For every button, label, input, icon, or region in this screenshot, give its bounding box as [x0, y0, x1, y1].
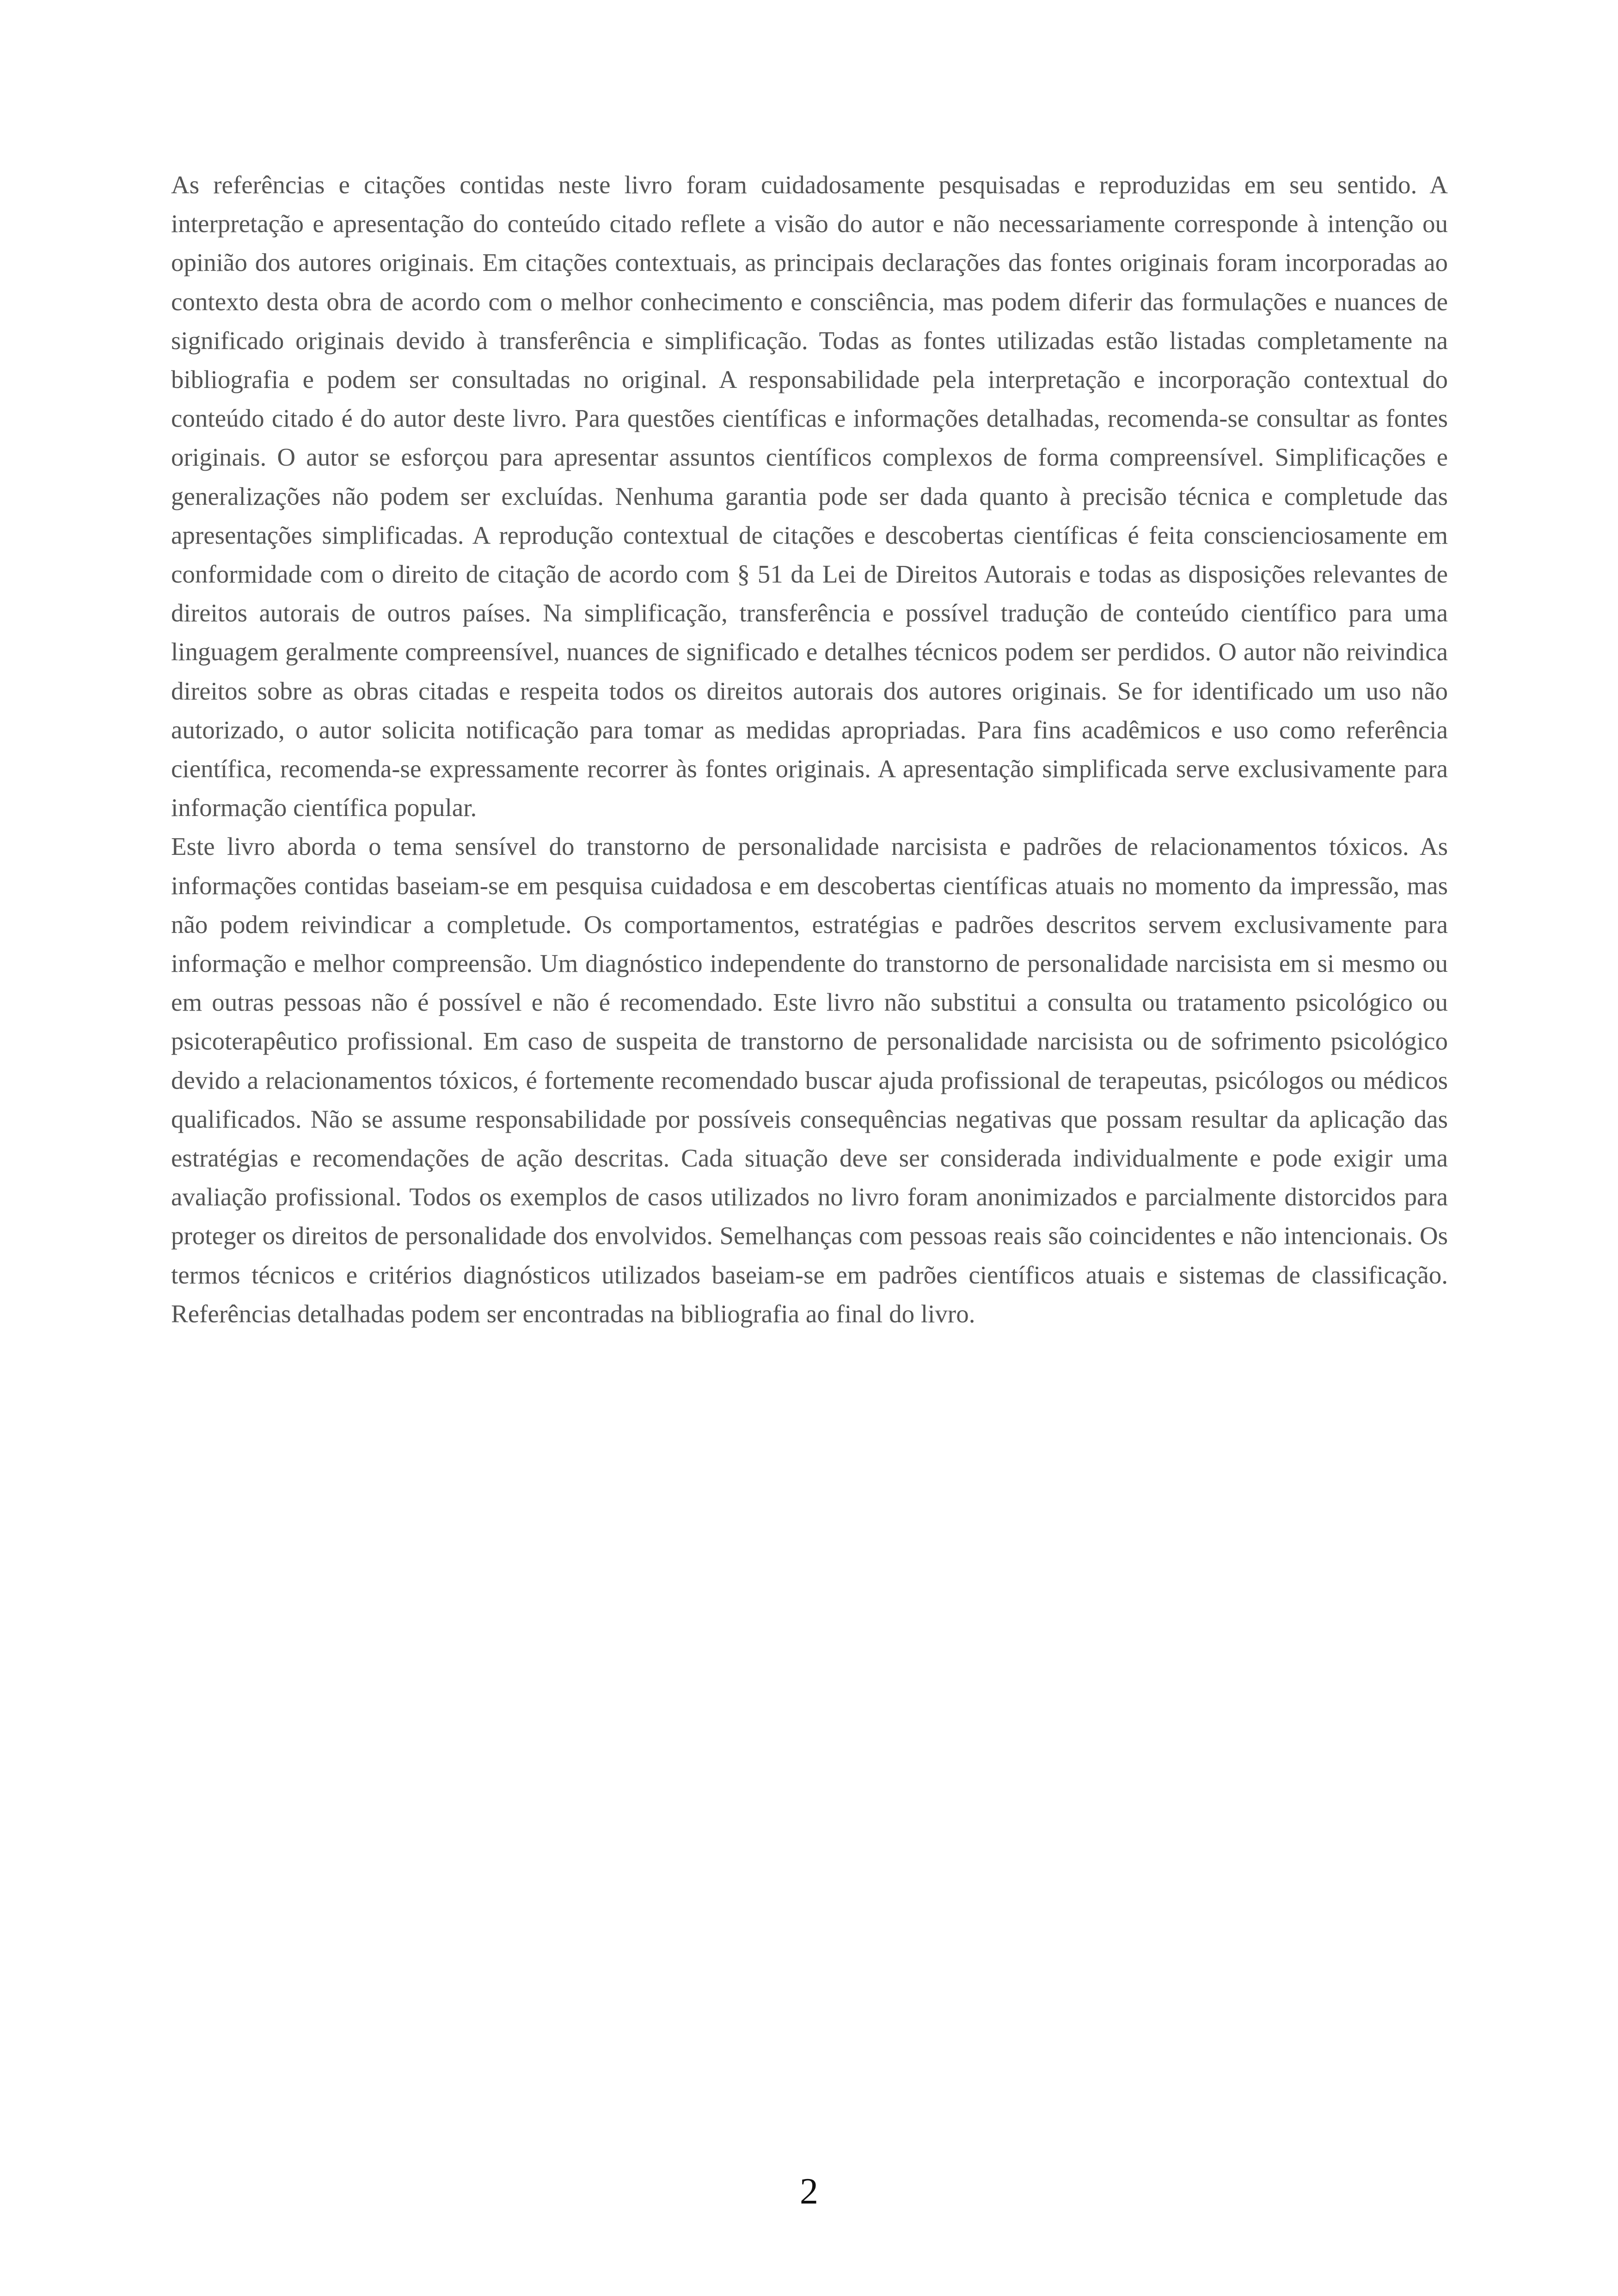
- page-number: 2: [800, 2171, 818, 2212]
- paragraph-medical-disclaimer: Este livro aborda o tema sensível do transtorno de personalidade narcisista e padrões de relacionamentos tóxicos. As informações contidas baseiam-se em pesquisa cuidadosa e em descobertas científicas atuais no momento da impressão, mas não podem reivindicar a completude. Os comportamentos, estratégias e padrões descritos servem exclusivamente para informação e melhor compreensão. Um diagnóstico independente do transtorno de personalidade narcisista em si mesmo ou em outras pessoas não é possível e não é recomendado. Este livro não substitui a consulta ou tratamento psicológico ou psicoterapêutico profissional. Em caso de suspeita de transtorno de personalidade narcisista ou de sofrimento psicológico devido a relacionamentos tóxicos, é fortemente recomendado buscar ajuda profissional de terapeutas, psicólogos ou médicos qualificados. Não se assume responsabilidade por possíveis consequências negativas que possam resultar da aplicação das estratégias e recomendações de ação descritas. Cada situação deve ser considerada individualmente e pode exigir uma avaliação profissional. Todos os exemplos de casos utilizados no livro foram anonimizados e parcialmente distorcidos para proteger os direitos de personalidade dos envolvidos. Semelhanças com pessoas reais são coincidentes e não intencionais. Os termos técnicos e critérios diagnósticos utilizados baseiam-se em padrões científicos atuais e sistemas de classificação. Referências detalhadas podem ser encontradas na bibliografia ao final do livro.: [171, 832, 1448, 1328]
- paragraph-references-disclaimer: As referências e citações contidas neste livro foram cuidadosamente pesquisadas e reproduzidas em seu sentido. A interpretação e apresentação do conteúdo citado reflete a visão do autor e não necessariamente corresponde à intenção ou opinião dos autores originais. Em citações contextuais, as principais declarações das fontes originais foram incorporadas ao contexto desta obra de acordo com o melhor conhecimento e consciência, mas podem diferir das formulações e nuances de significado originais devido à transferência e simplificação. Todas as fontes utilizadas estão listadas completamente na bibliografia e podem ser consultadas no original. A responsabilidade pela interpretação e incorporação contextual do conteúdo citado é do autor deste livro. Para questões científicas e informações detalhadas, recomenda-se consultar as fontes originais. O autor se esforçou para apresentar assuntos científicos complexos de forma compreensível. Simplificações e generalizações não podem ser excluídas. Nenhuma garantia pode ser dada quanto à precisão técnica e completude das apresentações simplificadas. A reprodução contextual de citações e descobertas científicas é feita conscienciosamente em conformidade com o direito de citação de acordo com § 51 da Lei de Direitos Autorais e todas as disposições relevantes de direitos autorais de outros países. Na simplificação, transferência e possível tradução de conteúdo científico para uma linguagem geralmente compreensível, nuances de significado e detalhes técnicos podem ser perdidos. O autor não reivindica direitos sobre as obras citadas e respeita todos os direitos autorais dos autores originais. Se for identificado um uso não autorizado, o autor solicita notificação para tomar as medidas apropriadas. Para fins acadêmicos e uso como referência científica, recomenda-se expressamente recorrer às fontes originais. A apresentação simplificada serve exclusivamente para informação científica popular.: [171, 171, 1448, 822]
- body-text: [171, 166, 1448, 1333]
